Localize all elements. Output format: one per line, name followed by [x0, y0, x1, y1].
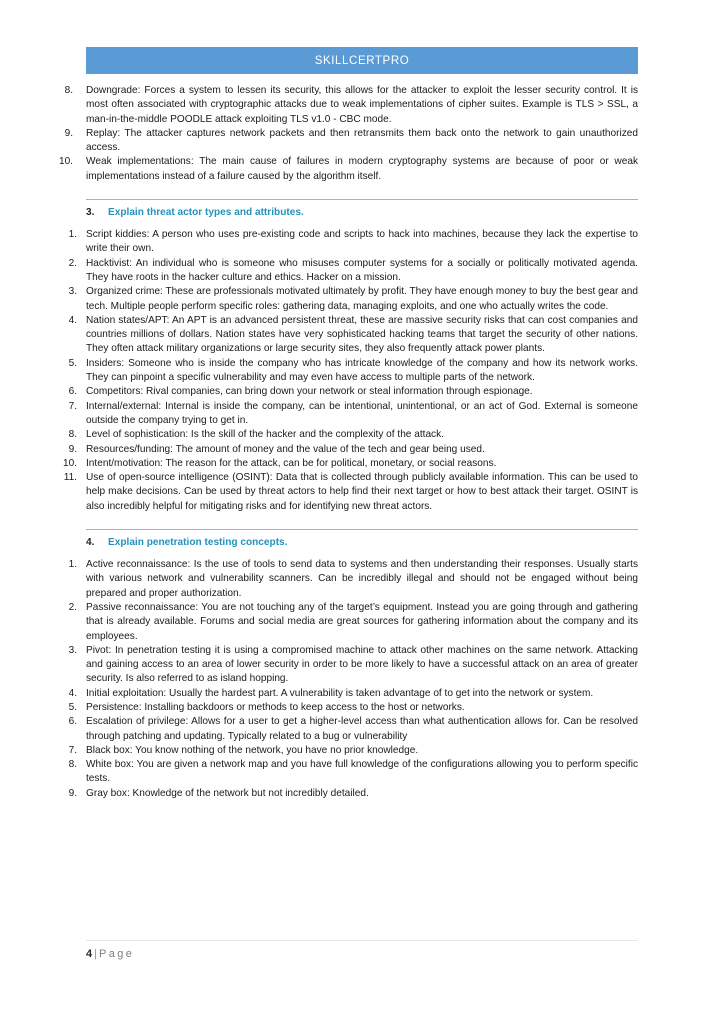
- list-item-number: 8.: [64, 85, 73, 96]
- list-item-text: Level of sophistication: Is the skill of the hacker and the complexity of the attack.: [86, 429, 444, 441]
- list-item-number: 8.: [68, 759, 77, 771]
- list-item-number: 2.: [68, 257, 77, 269]
- brand-title: SKILLCERTPRO: [314, 54, 410, 67]
- list-item: [68, 687, 638, 701]
- list-item-text: Competitors: Rival companies, can bring down your network or steal information through espionage.: [86, 386, 533, 398]
- list-item-text: Initial exploitation: Usually the hardest part. A vulnerability is taken advantage of to get into the network or system.: [86, 687, 594, 699]
- list-item-text: Internal/external: Internal is inside the company, can be intentional, unintentional, or an act of God. External is someone outside the company trying to get in.: [86, 400, 638, 426]
- section-number: 3.: [86, 207, 95, 219]
- list-item-text: Use of open-source intelligence (OSINT): Data that is collected through publicly available information. This can be used to help make decisions. Can be used by threat actors to help find their next target or how to best attack their target. OSINT is also incredibly helpful for mitigating risks and for identifying new threat actors.: [86, 472, 638, 512]
- list-item-number: 5.: [68, 357, 77, 369]
- list-item-number: 7.: [68, 744, 77, 756]
- list-item: [68, 357, 638, 386]
- list-item-number: 9.: [64, 127, 73, 139]
- list-item-text: Script kiddies: A person who uses pre-existing code and scripts to hack into machines, because they lack the expertise to write their own.: [86, 229, 638, 255]
- list-item-text: Passive reconnaissance: You are not touching any of the target’s equipment. Instead you are going through and gathering that is already available. Forums and social media are great sources for gathering information about the company and its employees.: [86, 601, 638, 642]
- list-item-text: Weak implementations: The main cause of failures in modern cryptography systems are because of poor or weak implementations instead of a failure caused by the algorithm itself.: [86, 156, 638, 182]
- list-item-number: 3.: [68, 286, 77, 298]
- spacer: [86, 184, 638, 199]
- section-heading: [86, 530, 638, 558]
- footer-page-number: 4: [86, 948, 93, 960]
- footer-page-label: [86, 941, 638, 960]
- list-item: [68, 385, 638, 399]
- list-item-text: Persistence: Installing backdoors or methods to keep access to the host or networks.: [86, 701, 465, 713]
- list-item-text: Active reconnaissance: Is the use of tools to send data to systems and then understanding their responses. Usually starts with various network and vulnerability scanners. Can be incredibly illegal and should not be engaged without being prepared and proper authorization.: [86, 559, 638, 599]
- list-item-text: Resources/funding: The amount of money and the value of the tech and gear being used.: [86, 443, 485, 455]
- list-item: [68, 428, 638, 442]
- list-item: [63, 471, 638, 514]
- list-item-number: 1.: [68, 229, 77, 241]
- list-item: [64, 84, 638, 127]
- list-item-number: 7.: [68, 400, 77, 412]
- header-banner: [86, 47, 638, 74]
- list-item-text: Downgrade: Forces a system to lessen its security, this allows for the attacker to exploit the lesser security control. It is most often associated with cryptographic attacks due to weak implementations of cipher suites. Example is TLS > SSL, a man-in-the-middle POODLE attack exploiting TLS v1.0 - CBC mode.: [86, 85, 638, 125]
- section-heading: [86, 200, 638, 228]
- list-item-number: 4.: [68, 314, 77, 326]
- list-item: [68, 601, 638, 644]
- section-title: Explain penetration testing concepts.: [108, 537, 288, 549]
- page-content: [58, 84, 638, 816]
- list-item-text: Intent/motivation: The reason for the attack, can be for political, monetary, or social reasons.: [86, 457, 497, 469]
- list-item-text: Hacktivist: An individual who is someone who misuses computer systems for a socially or politically motivated agenda. They have roots in the hacker culture and ethics. Hacker on a mission.: [86, 257, 638, 283]
- list-item: [68, 644, 638, 687]
- list-item: [62, 457, 638, 471]
- list-item: [58, 155, 638, 184]
- list-item-text: Black box: You know nothing of the network, you have no prior knowledge.: [86, 744, 419, 756]
- list-item: [68, 715, 638, 744]
- list-item: [68, 744, 638, 758]
- footer-page-word: Page: [98, 948, 135, 960]
- list-item-number: 1.: [68, 559, 77, 571]
- spacer: [86, 801, 638, 816]
- list-item-number: 11.: [63, 472, 77, 484]
- list-item-number: 5.: [68, 701, 77, 713]
- list-item-number: 3.: [68, 644, 77, 656]
- spacer: [86, 514, 638, 529]
- section-number: 4.: [86, 537, 95, 549]
- section-numbered-list: [68, 558, 638, 801]
- list-item-text: Pivot: In penetration testing it is using a compromised machine to attack other machines on the same network. Attacking and gaining access to an area of lower security in order to be more likely to have a successful attack on an area of greater security. Is also referred to as island hopping.: [86, 644, 638, 685]
- list-item: [68, 758, 638, 787]
- list-item-number: 6.: [68, 716, 77, 728]
- list-item: [68, 314, 638, 357]
- list-item-text: Insiders: Someone who is inside the company who has intricate knowledge of the company and how its network works. They can pinpoint a specific vulnerability and may even have access to multiple parts of the network.: [86, 357, 638, 384]
- list-item-number: 4.: [68, 687, 77, 699]
- list-item: [68, 257, 638, 286]
- list-item-number: 2.: [68, 601, 77, 613]
- list-item-text: Nation states/APT: An APT is an advanced persistent threat, these are massive security risks that can cost companies and countries millions of dollars. Nation states have very sophisticated hacking teams that target the security of other nations. They often attack military organizations or large security sites, they also frequently attack power plants.: [86, 314, 638, 355]
- list-item-number: 9.: [68, 443, 77, 455]
- section-numbered-list: [62, 228, 638, 514]
- list-item-text: Escalation of privilege: Allows for a user to get a higher-level access than what authentication allows for. Can be resolved through patching and updating. Typically related to a bug or vulnerability: [86, 716, 638, 742]
- list-item: [68, 443, 638, 457]
- list-item: [68, 400, 638, 429]
- list-item-number: 10.: [62, 457, 77, 469]
- list-item-text: White box: You are given a network map and you have full knowledge of the configurations allowing you to perform specific tests.: [86, 759, 638, 785]
- list-item-number: 9.: [68, 787, 77, 799]
- list-item: [68, 285, 638, 314]
- page-footer: [86, 940, 638, 960]
- list-item-text: Replay: The attacker captures network packets and then retransmits them back onto the network to gain unauthorized access.: [86, 127, 638, 154]
- list-item-number: 10.: [58, 156, 73, 168]
- list-item: [68, 228, 638, 257]
- list-item: [68, 701, 638, 715]
- list-item: [68, 558, 638, 601]
- list-item-number: 6.: [68, 386, 77, 398]
- section-title: Explain threat actor types and attributes.: [108, 207, 304, 219]
- sections-container: [62, 199, 638, 816]
- document-section: [62, 199, 638, 529]
- list-item-number: 8.: [68, 429, 77, 441]
- footer-separator: |: [94, 948, 97, 960]
- continued-numbered-list: [58, 84, 638, 184]
- list-item: [64, 127, 638, 156]
- list-item-text: Organized crime: These are professionals motivated ultimately by profit. They have enough money to buy the best gear and tech. Multiple people perform specific roles: gathering data, managing exploits, and one who actually writes the code.: [86, 286, 638, 312]
- document-section: [68, 529, 638, 816]
- list-item: [68, 787, 638, 801]
- list-item-text: Gray box: Knowledge of the network but not incredibly detailed.: [86, 787, 369, 799]
